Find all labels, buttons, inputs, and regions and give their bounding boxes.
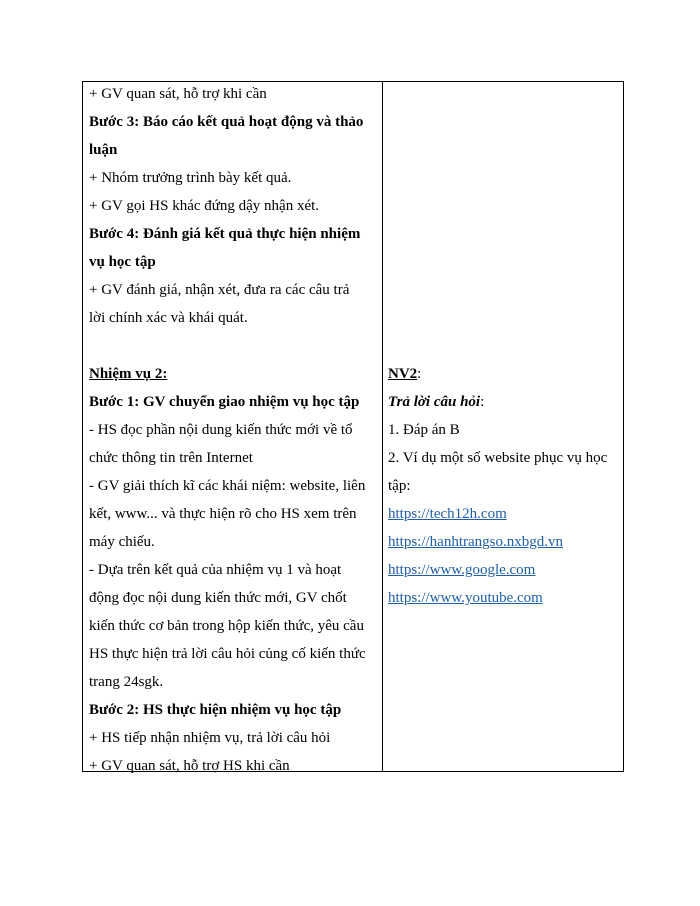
step-3-heading: Bước 3: Báo cáo kết quả hoạt động và thảo [89, 114, 364, 130]
text-line: chức thông tin trên Internet [89, 450, 253, 466]
answer-heading-colon: : [480, 394, 485, 410]
text-line: lời chính xác và khái quát. [89, 310, 248, 326]
text-line: kết, www... và thực hiện rõ cho HS xem trên [89, 506, 357, 522]
answer-heading [388, 393, 484, 411]
text-line: động đọc nội dung kiến thức mới, GV chốt [89, 590, 347, 606]
answer-2: 2. Ví dụ một số website phục vụ học [388, 450, 608, 466]
text-line: + GV đánh giá, nhận xét, đưa ra các câu trả [89, 282, 350, 298]
text-line: + GV gọi HS khác đứng dậy nhận xét. [89, 198, 320, 214]
text-line: - GV giải thích kĩ các khái niệm: website, liên [89, 478, 366, 494]
text-line: kiến thức cơ bản trong hộp kiến thức, yêu cầu [89, 618, 364, 634]
nv2-colon: : [417, 366, 422, 382]
step-1-heading: Bước 1: GV chuyển giao nhiệm vụ học tập [89, 394, 360, 410]
link-tech12h[interactable]: https://tech12h.com [388, 506, 507, 522]
task-2-heading: Nhiệm vụ 2: [89, 366, 168, 382]
nv2-label [388, 365, 421, 383]
link-hanhtrangso[interactable]: https://hanhtrangso.nxbgd.vn [388, 534, 563, 550]
step-3-heading-cont: luận [89, 142, 118, 158]
text-line: + GV quan sát, hỗ trợ khi cần [89, 86, 267, 102]
answer-1: 1. Đáp án B [388, 422, 460, 438]
expected-product-column [383, 82, 623, 771]
step-4-heading-cont: vụ học tập [89, 254, 156, 270]
text-line: + Nhóm trưởng trình bày kết quả. [89, 170, 292, 186]
text-line: - HS đọc phần nội dung kiến thức mới về tổ [89, 422, 353, 438]
text-line: HS thực hiện trả lời câu hỏi củng cố kiến thức [89, 646, 366, 662]
text-line: + GV quan sát, hỗ trợ HS khi cần [89, 758, 290, 774]
teacher-student-activity-column [83, 82, 383, 774]
answer-2-cont: tập: [388, 478, 411, 494]
text-line: + HS tiếp nhận nhiệm vụ, trả lời câu hỏi [89, 730, 331, 746]
text-line: trang 24sgk. [89, 674, 164, 690]
text-line: máy chiếu. [89, 534, 155, 550]
step-2-heading: Bước 2: HS thực hiện nhiệm vụ học tập [89, 702, 342, 718]
activity-table [82, 81, 624, 772]
text-line: - Dựa trên kết quả của nhiệm vụ 1 và hoạt [89, 562, 342, 578]
nv2-text: NV2 [388, 366, 418, 382]
link-google[interactable]: https://www.google.com [388, 562, 536, 578]
step-4-heading: Bước 4: Đánh giá kết quả thực hiện nhiệm [89, 226, 361, 242]
answer-heading-text: Trả lời câu hỏi [388, 394, 481, 410]
link-youtube[interactable]: https://www.youtube.com [388, 590, 543, 606]
